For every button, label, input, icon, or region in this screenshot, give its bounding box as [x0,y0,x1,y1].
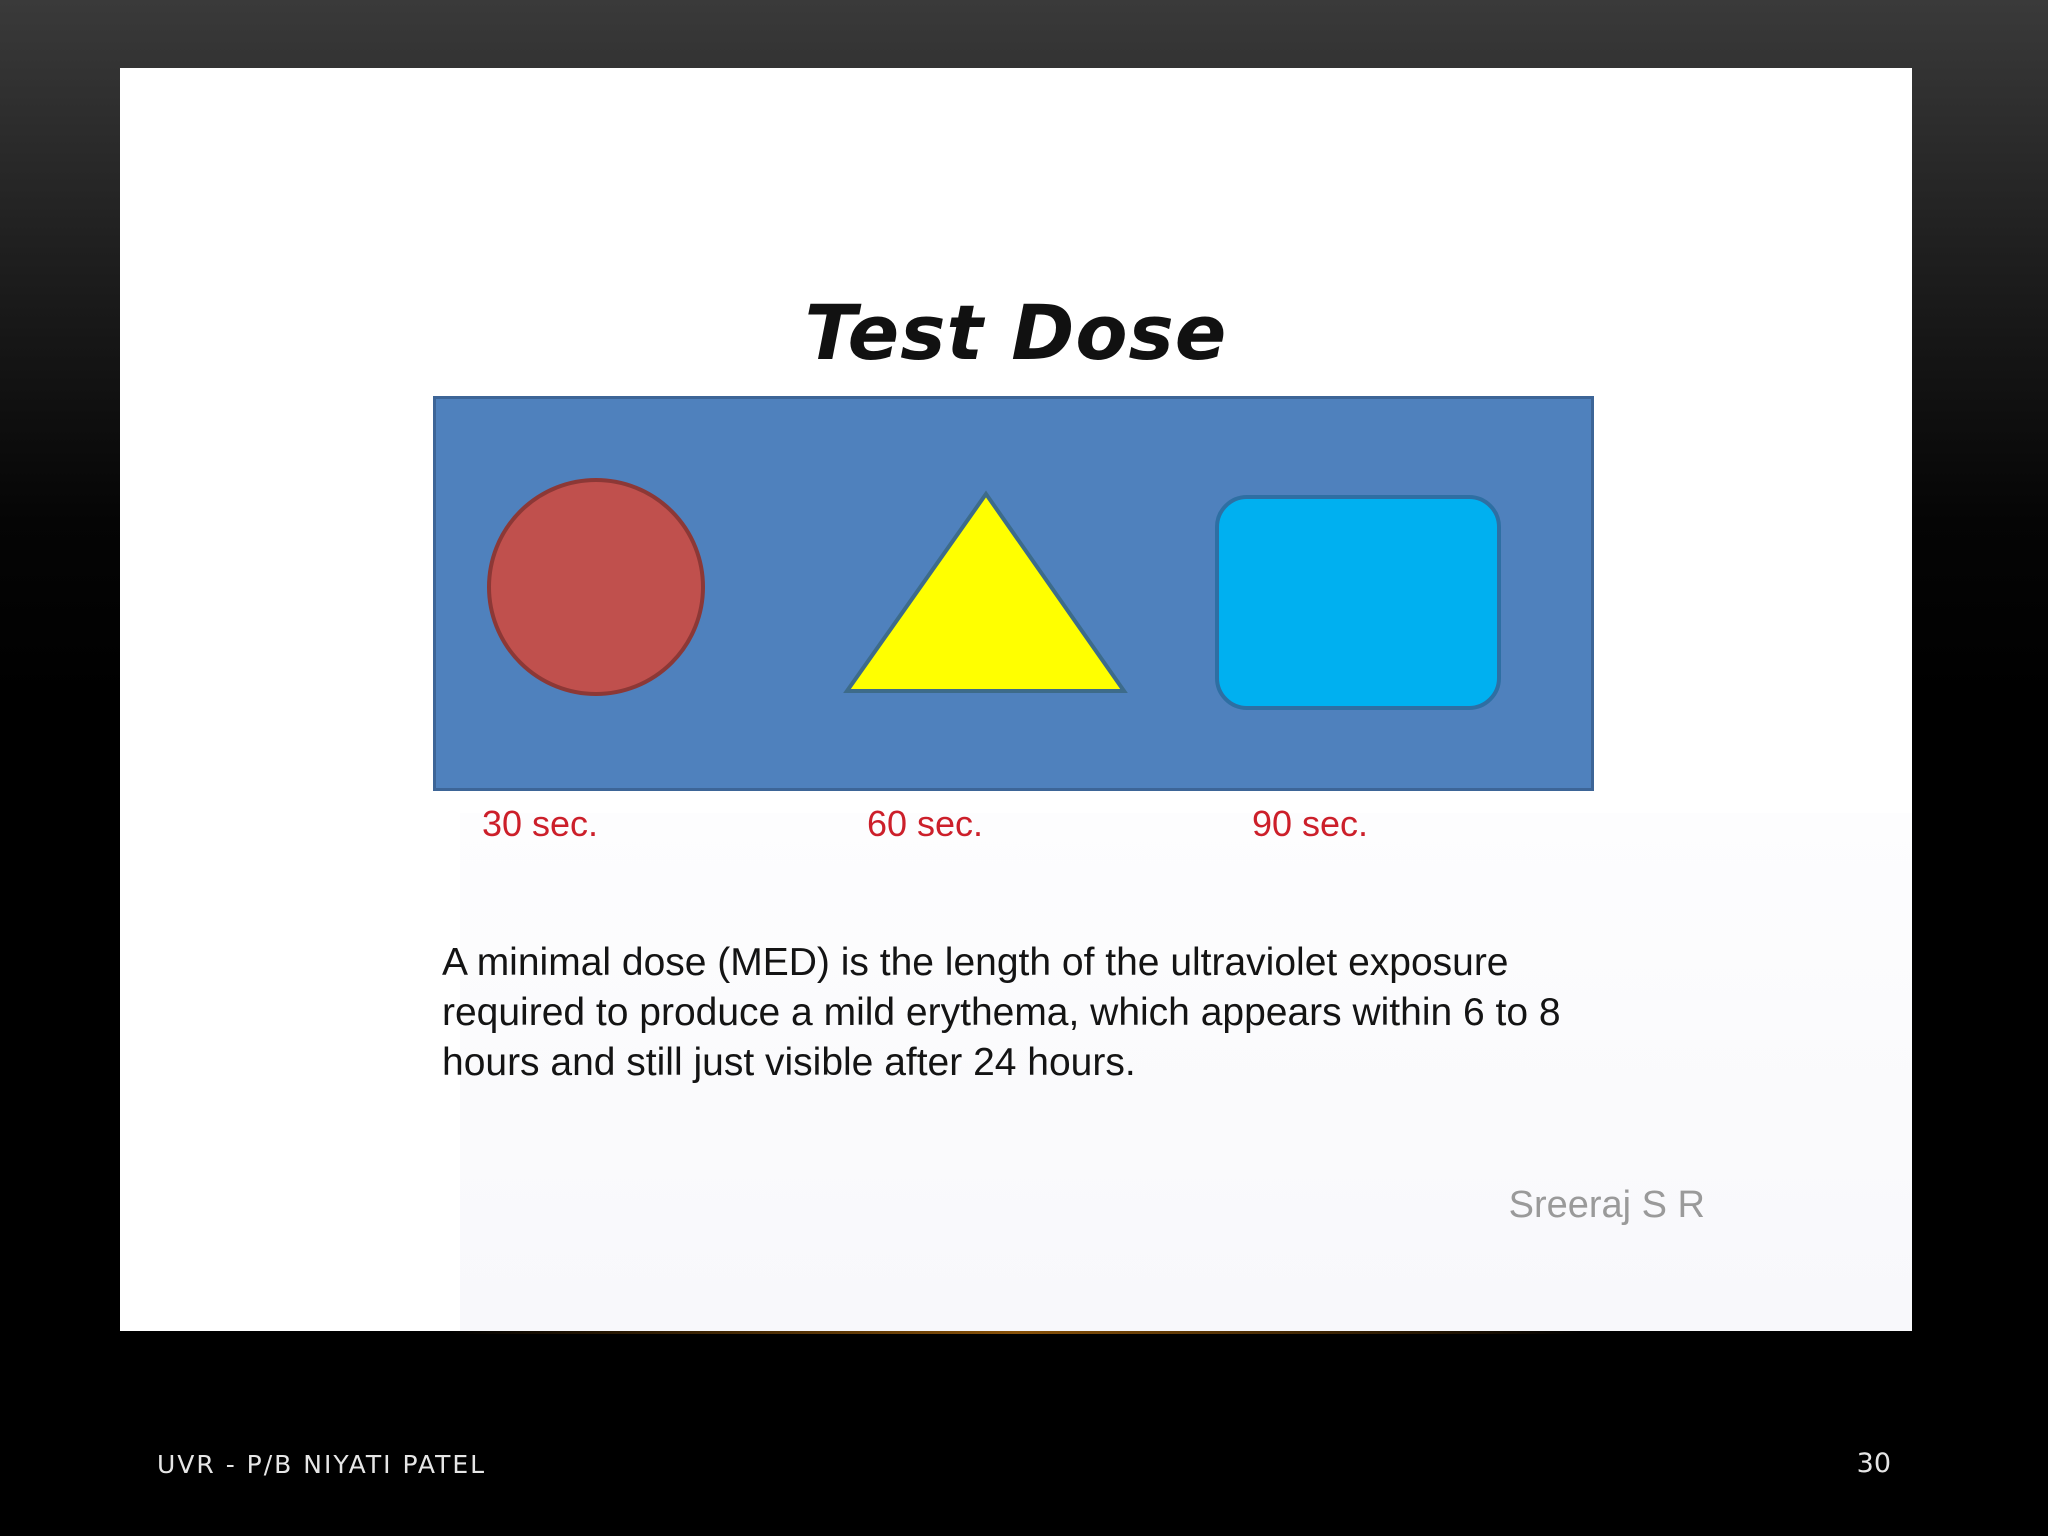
slide-title: Test Dose [804,288,1228,377]
dose-label-60-sec: 60 sec. [866,803,984,844]
shapes-panel [433,396,1594,791]
dose-label-30-sec: 30 sec. [481,803,599,844]
footer-presentation-title: UVR - P/B NIYATI PATEL [157,1450,487,1479]
shapes-drawing [436,399,1591,788]
dose-label-90-sec: 90 sec. [1251,803,1369,844]
blue-rounded-rectangle-shape [1217,497,1499,708]
author-credit: Sreeraj S R [1508,1184,1705,1226]
med-description: A minimal dose (MED) is the length of the ultraviolet exposure required to produce a mild erythema, which appears within 6 to 8 hours and still just visible after 24 hours. [442,941,1561,1084]
red-circle-shape [489,480,703,694]
slide-image [120,68,1912,1331]
yellow-triangle-shape [847,494,1124,691]
footer-page-number: 30 [1856,1448,1891,1479]
